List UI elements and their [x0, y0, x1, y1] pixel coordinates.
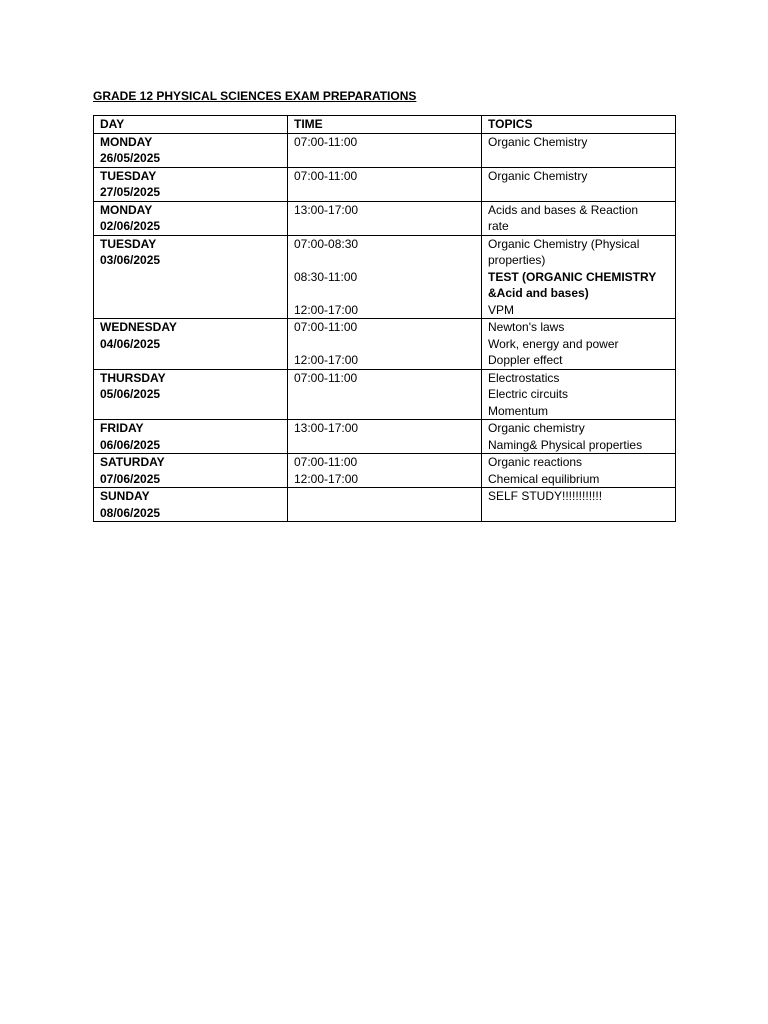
topic-line: Acids and bases & Reaction [488, 202, 639, 217]
day-cell [94, 454, 288, 488]
day-name: TUESDAY [100, 168, 157, 183]
topic-line: Organic reactions [488, 455, 583, 469]
time-slot: 07:00-11:00 [294, 168, 358, 183]
time-cell [288, 201, 482, 235]
day-name: MONDAY [100, 202, 153, 217]
day-date: 08/06/2025 [100, 505, 161, 520]
topics-cell [482, 420, 676, 454]
time-cell [288, 369, 482, 420]
day-date: 03/06/2025 [100, 253, 161, 267]
topic-line: Newton's laws [488, 320, 565, 334]
time-slot: 12:00-17:00 [294, 471, 359, 486]
time-slot: 13:00-17:00 [294, 202, 359, 217]
time-cell [288, 235, 482, 319]
time-slot: 07:00-11:00 [294, 134, 358, 149]
test-topic-line: TEST (ORGANIC CHEMISTRY [488, 269, 657, 284]
time-spacer [294, 252, 475, 269]
day-date: 04/06/2025 [100, 336, 161, 351]
table-row [94, 319, 676, 370]
header-time: TIME [288, 116, 482, 134]
day-date: 06/06/2025 [100, 437, 161, 452]
topics-cell [482, 488, 676, 522]
topics-cell [482, 319, 676, 370]
table-row [94, 235, 676, 319]
time-spacer [294, 336, 475, 353]
topic-line: VPM [488, 302, 515, 317]
topic-line: Organic Chemistry [488, 134, 588, 149]
topic-line: Chemical equilibrium [488, 471, 600, 486]
day-name: WEDNESDAY [100, 320, 177, 334]
time-spacer [294, 285, 475, 302]
table-header-row [94, 116, 676, 134]
topic-line: SELF STUDY!!!!!!!!!!!! [488, 489, 603, 503]
day-cell [94, 369, 288, 420]
header-topics: TOPICS [482, 116, 676, 134]
day-name: SATURDAY [100, 455, 165, 469]
topic-line: Electric circuits [488, 387, 569, 401]
topic-line: Electrostatics [488, 370, 560, 385]
table-row [94, 488, 676, 522]
time-slot: 12:00-17:00 [294, 302, 359, 317]
topics-cell [482, 167, 676, 201]
topic-line: Naming& Physical properties [488, 437, 643, 452]
table-row [94, 420, 676, 454]
schedule-table [93, 115, 676, 522]
day-cell [94, 201, 288, 235]
table-row [94, 201, 676, 235]
day-name: MONDAY [100, 134, 153, 149]
day-name: SUNDAY [100, 489, 150, 503]
time-slot: 07:00-11:00 [294, 370, 358, 385]
day-cell [94, 133, 288, 167]
topic-line: Momentum [488, 403, 549, 418]
day-date: 02/06/2025 [100, 219, 161, 233]
test-topic-line: &Acid and bases) [488, 286, 589, 300]
topics-cell [482, 454, 676, 488]
topics-cell [482, 235, 676, 319]
time-slot: 13:00-17:00 [294, 421, 359, 435]
day-name: FRIDAY [100, 421, 144, 435]
day-cell [94, 167, 288, 201]
day-date: 26/05/2025 [100, 151, 161, 165]
time-slot: 08:30-11:00 [294, 269, 358, 284]
header-day: DAY [94, 116, 288, 134]
time-cell [288, 454, 482, 488]
time-cell [288, 319, 482, 370]
topic-line: Work, energy and power [488, 336, 619, 351]
day-date: 05/06/2025 [100, 387, 161, 401]
topics-cell [482, 133, 676, 167]
topic-line: Organic Chemistry (Physical [488, 236, 640, 251]
time-cell [288, 167, 482, 201]
topics-cell [482, 201, 676, 235]
table-row [94, 133, 676, 167]
day-cell [94, 420, 288, 454]
time-slot: 07:00-08:30 [294, 236, 359, 251]
time-slot: 07:00-11:00 [294, 455, 358, 469]
topic-line: rate [488, 219, 509, 233]
table-row [94, 454, 676, 488]
time-slot: 12:00-17:00 [294, 353, 359, 367]
table-row [94, 369, 676, 420]
time-cell [288, 420, 482, 454]
day-cell [94, 319, 288, 370]
table-row [94, 167, 676, 201]
topic-line: Organic chemistry [488, 421, 585, 435]
day-date: 07/06/2025 [100, 471, 161, 486]
time-slot: 07:00-11:00 [294, 320, 358, 334]
topic-line: Organic Chemistry [488, 168, 588, 183]
day-date: 27/05/2025 [100, 185, 161, 199]
topic-line: Doppler effect [488, 353, 563, 367]
topic-line: properties) [488, 253, 546, 267]
day-name: THURSDAY [100, 370, 166, 385]
time-cell [288, 488, 482, 522]
document-title: GRADE 12 PHYSICAL SCIENCES EXAM PREPARATIONS [93, 89, 417, 103]
topics-cell [482, 369, 676, 420]
time-cell [288, 133, 482, 167]
day-cell [94, 235, 288, 319]
day-name: TUESDAY [100, 236, 157, 251]
day-cell [94, 488, 288, 522]
